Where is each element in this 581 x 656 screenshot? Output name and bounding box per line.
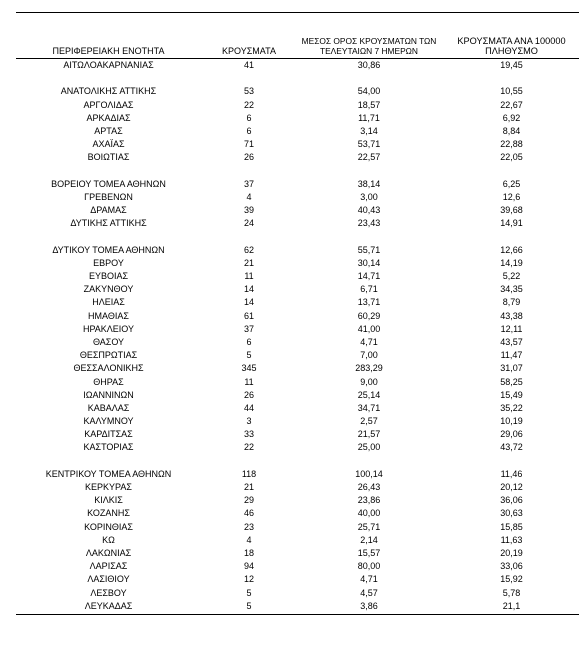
- table-row: [16, 600, 579, 613]
- header-region: ΠΕΡΙΦΕΡΕΙΑΚΗ ΕΝΟΤΗΤΑ: [52, 46, 165, 56]
- cases-cell: 41: [243, 60, 254, 70]
- cases-cell: 62: [243, 244, 254, 255]
- mean-cell: 6,71: [360, 284, 378, 295]
- per100k-cell: 39,68: [500, 205, 523, 216]
- cases-cell: 11: [244, 271, 254, 281]
- region-cell: ΓΡΕΒΕΝΩΝ: [84, 191, 133, 202]
- table-row: [16, 573, 579, 586]
- cases-cell: 44: [243, 402, 254, 413]
- table-row: [16, 323, 579, 336]
- per100k-cell: 20,19: [500, 547, 523, 558]
- table-row: [16, 270, 579, 283]
- region-cell: ΙΩΑΝΝΙΝΩΝ: [83, 389, 134, 400]
- table-row: [16, 547, 579, 560]
- per100k-cell: 5,22: [502, 271, 521, 281]
- table-row: [16, 99, 579, 112]
- table-row: [16, 507, 579, 520]
- table-row: [16, 257, 579, 270]
- table-row: [16, 125, 579, 138]
- cases-cell: 33: [243, 429, 254, 440]
- cases-cell: 6: [246, 336, 252, 347]
- region-cell: ΑΧΑΪΑΣ: [92, 139, 125, 150]
- table-bottom-border: [16, 614, 579, 615]
- table-row: [16, 112, 579, 125]
- per100k-cell: 22,67: [500, 99, 523, 110]
- mean-cell: 21,57: [357, 429, 381, 440]
- cases-cell: 37: [243, 323, 254, 334]
- mean-cell: 40,43: [357, 205, 381, 216]
- region-cell: ΑΡΓΟΛΙΔΑΣ: [83, 99, 134, 110]
- per100k-cell: 8,84: [502, 125, 521, 136]
- region-cell: ΕΒΡΟΥ: [93, 257, 124, 268]
- table-header: [16, 13, 579, 58]
- mean-cell: 25,14: [357, 389, 381, 400]
- mean-cell: 13,71: [357, 297, 381, 308]
- region-cell: ΚΩ: [102, 534, 115, 545]
- region-cell: ΚΑΡΔΙΤΣΑΣ: [84, 429, 133, 440]
- region-cell: ΛΑΚΩΝΙΑΣ: [85, 547, 132, 558]
- cases-cell: 118: [241, 468, 257, 479]
- cases-table: [16, 12, 579, 615]
- per100k-cell: 36,06: [500, 495, 523, 506]
- table-row: [16, 362, 579, 375]
- table-row: [16, 441, 579, 454]
- mean-cell: 14,71: [357, 271, 381, 281]
- mean-cell: 53,71: [357, 139, 381, 150]
- per100k-cell: 29,06: [500, 429, 523, 440]
- region-cell: ΘΕΣΠΡΩΤΙΑΣ: [79, 350, 138, 361]
- table-row: [16, 191, 579, 204]
- cases-cell: 14: [243, 297, 254, 308]
- table-row: [16, 85, 579, 98]
- per100k-cell: 58,25: [500, 376, 523, 387]
- region-cell: ΗΛΕΙΑΣ: [92, 297, 125, 308]
- region-cell: ΚΙΛΚΙΣ: [94, 495, 123, 506]
- region-cell: ΚΟΡΙΝΘΙΑΣ: [84, 521, 133, 532]
- table-row: [16, 349, 579, 362]
- mean-cell: 25,00: [357, 442, 381, 453]
- table-row: [16, 296, 579, 309]
- per100k-cell: 19,45: [500, 60, 523, 70]
- table-row: [16, 244, 579, 257]
- table-row: [16, 468, 579, 481]
- cases-cell: 3: [246, 416, 252, 427]
- region-cell: ΘΕΣΣΑΛΟΝΙΚΗΣ: [73, 363, 144, 374]
- group-spacer: [16, 165, 579, 178]
- cases-cell: 53: [243, 86, 254, 97]
- cases-cell: 5: [246, 350, 252, 361]
- mean-cell: 34,71: [357, 402, 381, 413]
- mean-cell: 100,14: [355, 468, 383, 479]
- cases-cell: 14: [243, 284, 254, 295]
- cases-cell: 12: [243, 574, 254, 585]
- per100k-cell: 31,07: [500, 363, 523, 374]
- per100k-cell: 14,19: [500, 257, 523, 268]
- table-row: [16, 204, 579, 217]
- per100k-cell: 43,72: [500, 442, 523, 453]
- header-mean-7day: [294, 36, 444, 56]
- mean-cell: 54,00: [357, 86, 381, 97]
- table-row: [16, 376, 579, 389]
- region-cell: ΘΗΡΑΣ: [93, 376, 124, 387]
- mean-cell: 4,71: [360, 574, 378, 585]
- cases-cell: 39: [243, 205, 254, 216]
- region-cell: ΕΥΒΟΙΑΣ: [88, 271, 129, 281]
- mean-cell: 11,71: [358, 112, 380, 123]
- cases-cell: 94: [243, 561, 254, 572]
- region-cell: ΒΟΡΕΙΟΥ ΤΟΜΕΑ ΑΘΗΝΩΝ: [51, 178, 166, 189]
- mean-cell: 283,29: [355, 363, 383, 374]
- table-row: [16, 587, 579, 600]
- table-row: [16, 217, 579, 230]
- mean-cell: 2,57: [360, 416, 378, 427]
- cases-cell: 21: [243, 482, 254, 492]
- cases-cell: 22: [243, 442, 254, 453]
- region-cell: ΑΝΑΤΟΛΙΚΗΣ ΑΤΤΙΚΗΣ: [60, 86, 157, 97]
- header-per-line2: ΠΛΗΘΥΣΜΟ: [485, 46, 538, 56]
- region-cell: ΑΡΤΑΣ: [94, 125, 123, 136]
- region-cell: ΚΕΡΚΥΡΑΣ: [85, 482, 132, 492]
- region-cell: ΑΡΚΑΔΙΑΣ: [86, 112, 131, 123]
- region-cell: ΛΕΣΒΟΥ: [90, 587, 127, 598]
- cases-cell: 4: [246, 534, 252, 545]
- table-row: [16, 178, 579, 191]
- cases-cell: 5: [246, 587, 252, 598]
- table-row: [16, 389, 579, 402]
- cases-cell: 11: [244, 376, 254, 387]
- cases-cell: 26: [243, 152, 254, 163]
- cases-cell: 6: [246, 125, 252, 136]
- cases-cell: 5: [246, 600, 252, 611]
- region-cell: ΑΙΤΩΛΟΑΚΑΡΝΑΝΙΑΣ: [63, 60, 154, 70]
- table-row: [16, 310, 579, 323]
- group-spacer: [16, 455, 579, 468]
- mean-cell: 60,29: [357, 310, 381, 321]
- per100k-cell: 15,49: [500, 389, 523, 400]
- region-cell: ΗΜΑΘΙΑΣ: [88, 310, 129, 321]
- cases-cell: 29: [243, 495, 254, 506]
- table-row: [16, 59, 579, 72]
- cases-cell: 6: [246, 112, 252, 123]
- table-row: [16, 521, 579, 534]
- mean-cell: 4,57: [360, 587, 378, 598]
- mean-cell: 30,14: [357, 257, 381, 268]
- mean-cell: 55,71: [357, 244, 381, 255]
- mean-cell: 80,00: [357, 561, 381, 572]
- per100k-cell: 11,47: [500, 350, 523, 361]
- region-cell: ΒΟΙΩΤΙΑΣ: [87, 152, 130, 163]
- group-spacer: [16, 230, 579, 243]
- mean-cell: 41,00: [357, 323, 381, 334]
- region-cell: ΚΟΖΑΝΗΣ: [87, 508, 130, 519]
- per100k-cell: 34,35: [500, 284, 523, 295]
- header-cases: ΚΡΟΥΣΜΑΤΑ: [222, 46, 276, 56]
- table-row: [16, 428, 579, 441]
- mean-cell: 3,14: [360, 125, 378, 136]
- cases-cell: 37: [243, 178, 254, 189]
- per100k-cell: 10,55: [500, 86, 523, 97]
- table-row: [16, 151, 579, 164]
- per100k-cell: 21,1: [502, 600, 521, 611]
- per100k-cell: 15,92: [500, 574, 523, 585]
- group-spacer: [16, 72, 579, 85]
- mean-cell: 7,00: [360, 350, 378, 361]
- region-cell: ΛΕΥΚΑΔΑΣ: [84, 600, 133, 611]
- cases-cell: 23: [243, 521, 254, 532]
- per100k-cell: 6,92: [502, 112, 521, 123]
- mean-cell: 26,43: [357, 482, 381, 492]
- per100k-cell: 12,6: [502, 191, 521, 202]
- cases-cell: 71: [243, 139, 254, 150]
- mean-cell: 23,86: [357, 495, 381, 506]
- region-cell: ΘΑΣΟΥ: [92, 336, 125, 347]
- mean-cell: 22,57: [357, 152, 381, 163]
- table-body: [16, 59, 579, 613]
- mean-cell: 30,86: [357, 60, 381, 70]
- region-cell: ΚΑΒΑΛΑΣ: [87, 402, 130, 413]
- mean-cell: 2,14: [360, 534, 378, 545]
- mean-cell: 38,14: [357, 178, 381, 189]
- region-cell: ΔΥΤΙΚΗΣ ΑΤΤΙΚΗΣ: [70, 218, 147, 229]
- mean-cell: 3,00: [360, 191, 378, 202]
- cases-cell: 26: [243, 389, 254, 400]
- header-mean-line1: ΜΕΣΟΣ ΟΡΟΣ ΚΡΟΥΣΜΑΤΩΝ ΤΩΝ: [301, 36, 437, 46]
- mean-cell: 15,57: [357, 547, 381, 558]
- mean-cell: 25,71: [357, 521, 381, 532]
- cases-cell: 21: [243, 257, 254, 268]
- header-mean-line2: ΤΕΛΕΥΤΑΙΩΝ 7 ΗΜΕΡΩΝ: [319, 46, 418, 56]
- per100k-cell: 10,19: [500, 416, 523, 427]
- header-per-line1: ΚΡΟΥΣΜΑΤΑ ΑΝΑ 100000: [457, 36, 566, 46]
- region-cell: ΛΑΡΙΣΑΣ: [89, 561, 128, 572]
- per100k-cell: 8,79: [502, 297, 521, 308]
- table-row: [16, 534, 579, 547]
- mean-cell: 4,71: [360, 336, 378, 347]
- per100k-cell: 33,06: [500, 561, 523, 572]
- table-row: [16, 138, 579, 151]
- region-cell: ΗΡΑΚΛΕΙΟΥ: [82, 323, 135, 334]
- table-row: [16, 402, 579, 415]
- mean-cell: 40,00: [357, 508, 381, 519]
- cases-cell: 18: [243, 547, 254, 558]
- table-row: [16, 494, 579, 507]
- per100k-cell: 22,88: [500, 139, 523, 150]
- cases-cell: 345: [241, 363, 257, 374]
- cases-cell: 22: [243, 99, 254, 110]
- per100k-cell: 12,11: [500, 323, 523, 334]
- region-cell: ΚΕΝΤΡΙΚΟΥ ΤΟΜΕΑ ΑΘΗΝΩΝ: [45, 468, 172, 479]
- per100k-cell: 11,46: [500, 468, 523, 479]
- table-row: [16, 336, 579, 349]
- per100k-cell: 30,63: [500, 508, 523, 519]
- per100k-cell: 12,66: [500, 244, 523, 255]
- mean-cell: 9,00: [360, 376, 378, 387]
- mean-cell: 18,57: [357, 99, 381, 110]
- mean-cell: 3,86: [360, 600, 378, 611]
- per100k-cell: 22,05: [500, 152, 523, 163]
- per100k-cell: 20,12: [500, 482, 523, 492]
- region-cell: ΛΑΣΙΘΙΟΥ: [87, 574, 130, 585]
- per100k-cell: 35,22: [500, 402, 523, 413]
- per100k-cell: 6,25: [502, 178, 521, 189]
- region-cell: ΖΑΚΥΝΘΟΥ: [83, 284, 134, 295]
- per100k-cell: 43,57: [500, 336, 523, 347]
- region-cell: ΚΑΣΤΟΡΙΑΣ: [83, 442, 134, 453]
- header-per-100k: [444, 36, 579, 56]
- mean-cell: 23,43: [357, 218, 381, 229]
- per100k-cell: 14,91: [500, 218, 523, 229]
- cases-cell: 24: [243, 218, 254, 229]
- cases-cell: 61: [243, 310, 254, 321]
- cases-cell: 4: [246, 191, 252, 202]
- table-row: [16, 283, 579, 296]
- region-cell: ΔΡΑΜΑΣ: [90, 205, 127, 216]
- per100k-cell: 43,38: [500, 310, 523, 321]
- table-row: [16, 481, 579, 494]
- per100k-cell: 5,78: [502, 587, 521, 598]
- table-row: [16, 560, 579, 573]
- cases-cell: 46: [243, 508, 254, 519]
- per100k-cell: 15,85: [500, 521, 523, 532]
- region-cell: ΚΑΛΥΜΝΟΥ: [83, 416, 134, 427]
- region-cell: ΔΥΤΙΚΟΥ ΤΟΜΕΑ ΑΘΗΝΩΝ: [52, 244, 165, 255]
- per100k-cell: 11,63: [500, 534, 523, 545]
- table-row: [16, 415, 579, 428]
